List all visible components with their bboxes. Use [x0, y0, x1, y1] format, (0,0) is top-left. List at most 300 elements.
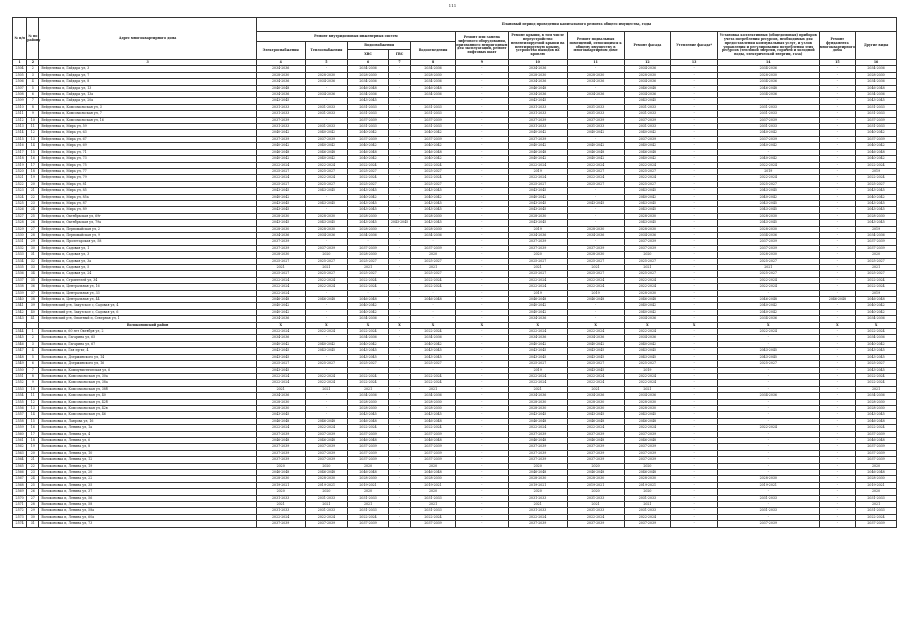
table-cell: 2028-2030	[348, 476, 389, 482]
table-cell: 2046-2048	[624, 85, 671, 91]
table-cell: -	[388, 444, 410, 450]
table-cell: 2043-2045	[256, 98, 305, 104]
table-cell: 2043-2045	[256, 207, 305, 213]
table-cell: X	[411, 322, 456, 328]
table-cell: -	[671, 213, 718, 219]
table-cell: 2046-2048	[305, 297, 348, 303]
table-cell: 2022-2024	[411, 329, 456, 335]
table-cell: -	[455, 79, 508, 85]
table-cell: -	[819, 92, 856, 98]
table-cell: -	[388, 130, 410, 136]
table-cell: 2046-2048	[819, 297, 856, 303]
table-cell: -	[671, 258, 718, 264]
table-cell: -	[819, 181, 856, 187]
table-cell: 2037-2039	[348, 450, 389, 456]
table-cell: -	[388, 98, 410, 104]
table-cell: -	[455, 309, 508, 315]
table-cell: 2031-2033	[717, 495, 819, 501]
table-cell: 2034-2036	[411, 232, 456, 238]
header-foundation: Ремонт фундамента многоквартирного дома	[819, 32, 856, 60]
table-cell: -	[388, 521, 410, 527]
table-cell: 6	[27, 361, 39, 367]
table-cell: -	[567, 303, 624, 309]
table-cell: -	[567, 207, 624, 213]
table-cell: -	[819, 495, 856, 501]
table-cell: 2025-2027	[348, 181, 389, 187]
address-cell: Волоконовка п, Комсомольская ул, 40	[39, 393, 256, 399]
table-cell: 2046-2048	[348, 297, 389, 303]
table-cell: 2043-2045	[348, 348, 389, 354]
table-cell: 2521	[13, 175, 27, 181]
table-cell: 2019	[856, 226, 897, 232]
table-cell: -	[671, 200, 718, 206]
table-cell: -	[717, 386, 819, 392]
table-cell: 2025-2027	[411, 271, 456, 277]
table-cell: 2040-2042	[717, 194, 819, 200]
table-cell: 2553	[13, 386, 27, 392]
table-cell: 2025-2027	[411, 361, 456, 367]
table-cell: 2040-2042	[305, 143, 348, 149]
table-cell: -	[819, 450, 856, 456]
table-cell: 2555	[13, 399, 27, 405]
table-cell: 24	[27, 207, 39, 213]
table-cell: -	[305, 303, 348, 309]
table-cell: 2040-2042	[717, 156, 819, 162]
table-cell: -	[717, 367, 819, 373]
table-cell: 2037-2039	[508, 239, 567, 245]
table-cell: 2028-2030	[256, 72, 305, 78]
table-cell: 2040-2042	[856, 341, 897, 347]
table-cell: -	[671, 149, 718, 155]
table-cell: 2021	[305, 386, 348, 392]
table-cell: 2	[27, 66, 39, 72]
table-cell: -	[411, 367, 456, 373]
address-cell: Волоконовка п, Комсомольская ул, 38а	[39, 380, 256, 386]
table-cell: 21	[27, 457, 39, 463]
address-cell: Волоконовка п, Ленина ул, 22	[39, 476, 256, 482]
table-cell: 2550	[13, 367, 27, 373]
table-cell: 2034-2036	[508, 316, 567, 322]
address-cell: Волоконовский район	[39, 322, 256, 328]
table-cell: -	[819, 380, 856, 386]
table-cell: 2040-2042	[624, 143, 671, 149]
table-cell: 2031-2033	[256, 495, 305, 501]
table-cell: -	[819, 72, 856, 78]
address-cell: Вейделевка п, Мира ул, 75	[39, 162, 256, 168]
address-cell: Вейделевка п, Садовая ул, 24	[39, 271, 256, 277]
table-cell: 2028-2030	[411, 405, 456, 411]
table-cell: -	[388, 213, 410, 219]
table-cell: -	[455, 386, 508, 392]
table-cell: 2020	[624, 252, 671, 258]
table-cell: 2514	[13, 130, 27, 136]
table-cell: 14	[27, 412, 39, 418]
table-cell: 2031-2033	[305, 124, 348, 130]
table-cell: 2034-2036	[624, 232, 671, 238]
table-cell: 2037-2039	[508, 117, 567, 123]
table-cell: 2037-2039	[305, 444, 348, 450]
address-cell: Вейделевка п, Мира ул, 69	[39, 143, 256, 149]
table-cell: -	[455, 265, 508, 271]
table-cell: 2037-2039	[856, 521, 897, 527]
table-cell: -	[671, 297, 718, 303]
header-hvs: ХВС	[348, 50, 389, 60]
table-cell: 2021	[348, 265, 389, 271]
table-cell: 2019-2021	[717, 482, 819, 488]
table-cell: 2021	[624, 265, 671, 271]
table-cell: 26	[27, 489, 39, 495]
table-cell: -	[305, 399, 348, 405]
column-number: 7	[388, 60, 410, 66]
table-cell: -	[717, 514, 819, 520]
table-cell: -	[671, 194, 718, 200]
table-cell: 2034-2036	[717, 66, 819, 72]
table-cell: -	[388, 329, 410, 335]
header-no-district: № по району	[27, 18, 39, 60]
table-cell: -	[455, 476, 508, 482]
table-cell: -	[388, 335, 410, 341]
table-cell: -	[348, 367, 389, 373]
table-cell: 2025-2027	[508, 361, 567, 367]
table-cell: 2022-2024	[567, 162, 624, 168]
table-cell: -	[388, 380, 410, 386]
table-cell: -	[819, 194, 856, 200]
address-cell: Вейделевка п, Мира ул, 63	[39, 130, 256, 136]
table-cell: -	[388, 245, 410, 251]
table-cell: 2031-2033	[717, 111, 819, 117]
table-cell: -	[305, 393, 348, 399]
table-cell: 2031-2033	[567, 124, 624, 130]
table-cell: 2020	[624, 463, 671, 469]
table-cell: -	[567, 220, 624, 226]
table-cell: 2031-2033	[624, 104, 671, 110]
table-cell: 2022-2024	[348, 514, 389, 520]
table-cell: 15	[27, 418, 39, 424]
table-cell: 2546	[13, 341, 27, 347]
address-cell: Вейделевка п, Строителей ул, 34	[39, 277, 256, 283]
table-cell: 25	[27, 213, 39, 219]
table-cell: -	[305, 335, 348, 341]
table-cell: -	[388, 341, 410, 347]
table-cell: 2034-2036	[256, 79, 305, 85]
address-cell: Волоконовка п, Ленина ул, 35	[39, 482, 256, 488]
table-cell: 22	[27, 463, 39, 469]
table-cell: 2021	[567, 502, 624, 508]
table-cell: 18	[27, 437, 39, 443]
table-cell: 2043-2045	[717, 207, 819, 213]
table-cell: -	[717, 457, 819, 463]
table-cell: 2031-2033	[717, 508, 819, 514]
table-cell: 2046-2048	[256, 85, 305, 91]
table-cell: -	[411, 239, 456, 245]
table-cell: -	[671, 245, 718, 251]
table-cell: 2544	[13, 329, 27, 335]
table-cell: 2037-2039	[305, 457, 348, 463]
table-cell: -	[388, 361, 410, 367]
table-cell: 2031-2033	[856, 111, 897, 117]
table-cell: -	[305, 194, 348, 200]
table-cell: -	[388, 425, 410, 431]
table-cell: -	[717, 450, 819, 456]
table-cell: -	[671, 277, 718, 283]
table-cell: 2025-2027	[508, 258, 567, 264]
table-cell: 2552	[13, 380, 27, 386]
table-cell: 2528	[13, 220, 27, 226]
table-cell: 2037-2039	[348, 136, 389, 142]
address-cell: Волоконовка п, Гагарина ул, 67	[39, 341, 256, 347]
table-cell: -	[671, 79, 718, 85]
address-cell: Вейделевка п, Центральная ул, 44	[39, 297, 256, 303]
address-cell: Вейделевка п, Гайдара ул, 7	[39, 72, 256, 78]
table-cell: 34	[27, 271, 39, 277]
table-cell: -	[671, 450, 718, 456]
table-cell: 2040-2042	[348, 341, 389, 347]
table-cell: 2022-2024	[256, 162, 305, 168]
column-number: 6	[348, 60, 389, 66]
table-cell: -	[567, 188, 624, 194]
table-cell: 2040-2042	[856, 303, 897, 309]
table-cell: 2043-2045	[411, 412, 456, 418]
table-cell: -	[671, 117, 718, 123]
table-cell: 2037-2039	[256, 245, 305, 251]
table-cell: 2037-2039	[256, 136, 305, 142]
header-other: Другие виды	[856, 32, 897, 60]
table-cell: -	[455, 111, 508, 117]
address-cell: Вейделевка п, Садовая ул, 3а	[39, 258, 256, 264]
table-cell: 2021	[624, 502, 671, 508]
table-cell: 2043-2045	[856, 207, 897, 213]
table-cell: -	[819, 367, 856, 373]
table-cell: 2025-2027	[305, 271, 348, 277]
table-cell: 2034-2036	[624, 316, 671, 322]
table-cell: 2034-2036	[856, 66, 897, 72]
table-cell: 2022-2024	[256, 175, 305, 181]
table-cell: -	[388, 252, 410, 258]
table-cell: 2037-2039	[624, 450, 671, 456]
table-cell: -	[455, 284, 508, 290]
table-cell: 2040-2042	[256, 341, 305, 347]
table-cell: -	[717, 437, 819, 443]
table-cell: 2034-2036	[411, 335, 456, 341]
table-cell: -	[305, 309, 348, 315]
table-cell: 2037-2039	[348, 431, 389, 437]
table-cell: 2034-2036	[567, 79, 624, 85]
table-cell: 2025-2027	[256, 181, 305, 187]
table-cell: 2037-2039	[411, 444, 456, 450]
table-cell: 17	[27, 162, 39, 168]
table-cell: 2031-2033	[348, 508, 389, 514]
table-cell: X	[305, 322, 348, 328]
table-cell: 2034-2036	[567, 393, 624, 399]
table-cell: -	[819, 226, 856, 232]
table-cell: 2034-2036	[348, 335, 389, 341]
table-cell: 2028-2030	[624, 226, 671, 232]
table-cell: -	[455, 156, 508, 162]
address-cell: Волоконовка п, Дзержинского ул, 16	[39, 361, 256, 367]
address-cell: Волоконовка п, Ленина ул, 58	[39, 502, 256, 508]
address-cell: Вейделевка п, Мира ул, 67	[39, 136, 256, 142]
table-cell: -	[455, 463, 508, 469]
table-cell: 2518	[13, 156, 27, 162]
table-cell: -	[455, 431, 508, 437]
table-cell: 2037-2039	[411, 117, 456, 123]
table-cell: 2046-2048	[256, 418, 305, 424]
table-cell: 2046-2048	[567, 297, 624, 303]
address-cell: Волоконовка п, 60 лет Октября ул, 2	[39, 329, 256, 335]
table-cell: -	[455, 444, 508, 450]
table-cell: -	[671, 437, 718, 443]
table-cell: 2022-2024	[717, 175, 819, 181]
address-cell: Волоконовка п, Комсомольская ул, 30а	[39, 373, 256, 379]
table-cell: 2567	[13, 476, 27, 482]
table-cell: 40	[27, 309, 39, 315]
address-cell: Вейделевка п, Комсомольская ул, 16	[39, 117, 256, 123]
table-cell: -	[455, 104, 508, 110]
address-cell: Волоконовка п, Гагарина ул, 65	[39, 335, 256, 341]
table-cell: -	[388, 354, 410, 360]
table-cell: 2037-2039	[508, 136, 567, 142]
address-cell: Вейделевка п, Первомайская ул, 2	[39, 226, 256, 232]
table-cell: -	[388, 136, 410, 142]
table-cell: 2025-2027	[624, 361, 671, 367]
table-cell: 2040-2042	[567, 341, 624, 347]
table-cell: 2021	[508, 502, 567, 508]
table-cell: 2022-2024	[256, 514, 305, 520]
table-cell: -	[455, 367, 508, 373]
table-cell: 38	[27, 297, 39, 303]
address-cell: Волоконовка п, Ленина ул, 12	[39, 457, 256, 463]
table-cell: 2559	[13, 425, 27, 431]
table-cell: 7	[27, 98, 39, 104]
table-cell: 2028-2030	[411, 72, 456, 78]
table-cell: 2037-2039	[856, 239, 897, 245]
table-cell: 2022-2024	[567, 373, 624, 379]
table-cell: 2037-2039	[348, 521, 389, 527]
table-cell: -	[671, 168, 718, 174]
address-cell: Волоконовка п, Комсомольская ул, 38б	[39, 386, 256, 392]
table-cell: -	[305, 85, 348, 91]
table-cell: 2031-2033	[256, 124, 305, 130]
table-cell: 2040-2042	[256, 303, 305, 309]
table-cell: 2031-2033	[348, 104, 389, 110]
table-cell: 2034-2036	[411, 66, 456, 72]
table-cell: 2020	[411, 252, 456, 258]
table-cell: 2043-2045	[856, 98, 897, 104]
table-cell: 2028-2030	[567, 476, 624, 482]
address-cell: Вейделевка п, Мира ул, 85	[39, 188, 256, 194]
table-cell: 16	[27, 156, 39, 162]
table-cell: 2019-2021	[508, 482, 567, 488]
table-cell: 2043-2045	[856, 348, 897, 354]
table-cell: -	[671, 335, 718, 341]
table-cell: 2043-2045	[411, 188, 456, 194]
table-cell: 2021	[856, 265, 897, 271]
table-cell: 2020	[348, 489, 389, 495]
table-cell: 2037-2039	[856, 457, 897, 463]
table-cell: 2034-2036	[305, 79, 348, 85]
table-cell: -	[455, 207, 508, 213]
table-cell: 2022-2024	[717, 329, 819, 335]
table-cell: 2046-2048	[508, 470, 567, 476]
table-cell: 3	[27, 72, 39, 78]
table-cell: 15	[27, 149, 39, 155]
table-cell: 2019	[856, 168, 897, 174]
table-cell: -	[819, 149, 856, 155]
table-cell: 2034-2036	[256, 232, 305, 238]
table-cell: -	[388, 463, 410, 469]
table-cell: -	[819, 98, 856, 104]
table-cell: 2037-2039	[624, 239, 671, 245]
address-cell: Вейделевка п, Первомайская ул, 9	[39, 232, 256, 238]
table-cell: 17	[27, 431, 39, 437]
table-cell: 2025-2027	[305, 181, 348, 187]
table-cell: 2040-2042	[856, 309, 897, 315]
table-cell: 2556	[13, 405, 27, 411]
table-cell: 2046-2048	[348, 85, 389, 91]
table-cell: 2025-2027	[856, 181, 897, 187]
table-cell: 7	[27, 367, 39, 373]
table-cell: -	[671, 284, 718, 290]
table-cell: 2046-2048	[624, 418, 671, 424]
header-facade-insulation: Утепление фасада*	[671, 32, 718, 60]
table-cell: -	[388, 412, 410, 418]
table-cell: 2034-2036	[508, 92, 567, 98]
table-cell: 2022-2024	[348, 373, 389, 379]
table-cell: -	[388, 405, 410, 411]
table-cell: 2020	[305, 463, 348, 469]
table-cell: 2022-2024	[305, 277, 348, 283]
table-cell: -	[717, 444, 819, 450]
table-cell: -	[305, 412, 348, 418]
table-cell: 2031-2033	[856, 508, 897, 514]
table-cell: 2034-2036	[624, 92, 671, 98]
table-cell: 2028-2030	[856, 399, 897, 405]
table-cell: 2523	[13, 188, 27, 194]
table-cell: 2031-2033	[411, 104, 456, 110]
table-cell: 20	[27, 181, 39, 187]
table-cell: 2021	[856, 502, 897, 508]
table-cell: -	[819, 175, 856, 181]
address-cell: Вейделевка п, Октябрьская ул, 79а	[39, 220, 256, 226]
table-cell: -	[671, 341, 718, 347]
table-cell: -	[819, 502, 856, 508]
table-cell: 2020	[411, 489, 456, 495]
table-cell: 2022-2024	[256, 290, 305, 296]
table-cell: 2037-2039	[411, 431, 456, 437]
table-cell: 2025-2027	[256, 361, 305, 367]
address-cell: Вейделевка п, Комсомольская ул, 3	[39, 104, 256, 110]
table-cell: -	[455, 85, 508, 91]
table-cell: 2537	[13, 277, 27, 283]
address-cell: Вейделевка п, Октябрьская ул, 69г	[39, 213, 256, 219]
table-cell: 2037-2039	[305, 521, 348, 527]
address-cell: Волоконовка п, Ленина ул, 19	[39, 463, 256, 469]
table-cell: 2022-2024	[567, 329, 624, 335]
table-cell: -	[388, 476, 410, 482]
table-cell: -	[671, 373, 718, 379]
table-cell: 33	[27, 265, 39, 271]
table-cell: -	[455, 418, 508, 424]
table-cell: -	[388, 200, 410, 206]
table-cell: -	[411, 303, 456, 309]
table-cell: 2538	[13, 284, 27, 290]
address-cell: Вейделевка п, Мира ул, 71	[39, 149, 256, 155]
table-cell: 2040-2042	[411, 194, 456, 200]
table-cell: 2028-2030	[567, 226, 624, 232]
table-cell: 2022-2024	[348, 162, 389, 168]
table-cell: 2028-2030	[411, 226, 456, 232]
table-cell: 2022-2024	[305, 284, 348, 290]
